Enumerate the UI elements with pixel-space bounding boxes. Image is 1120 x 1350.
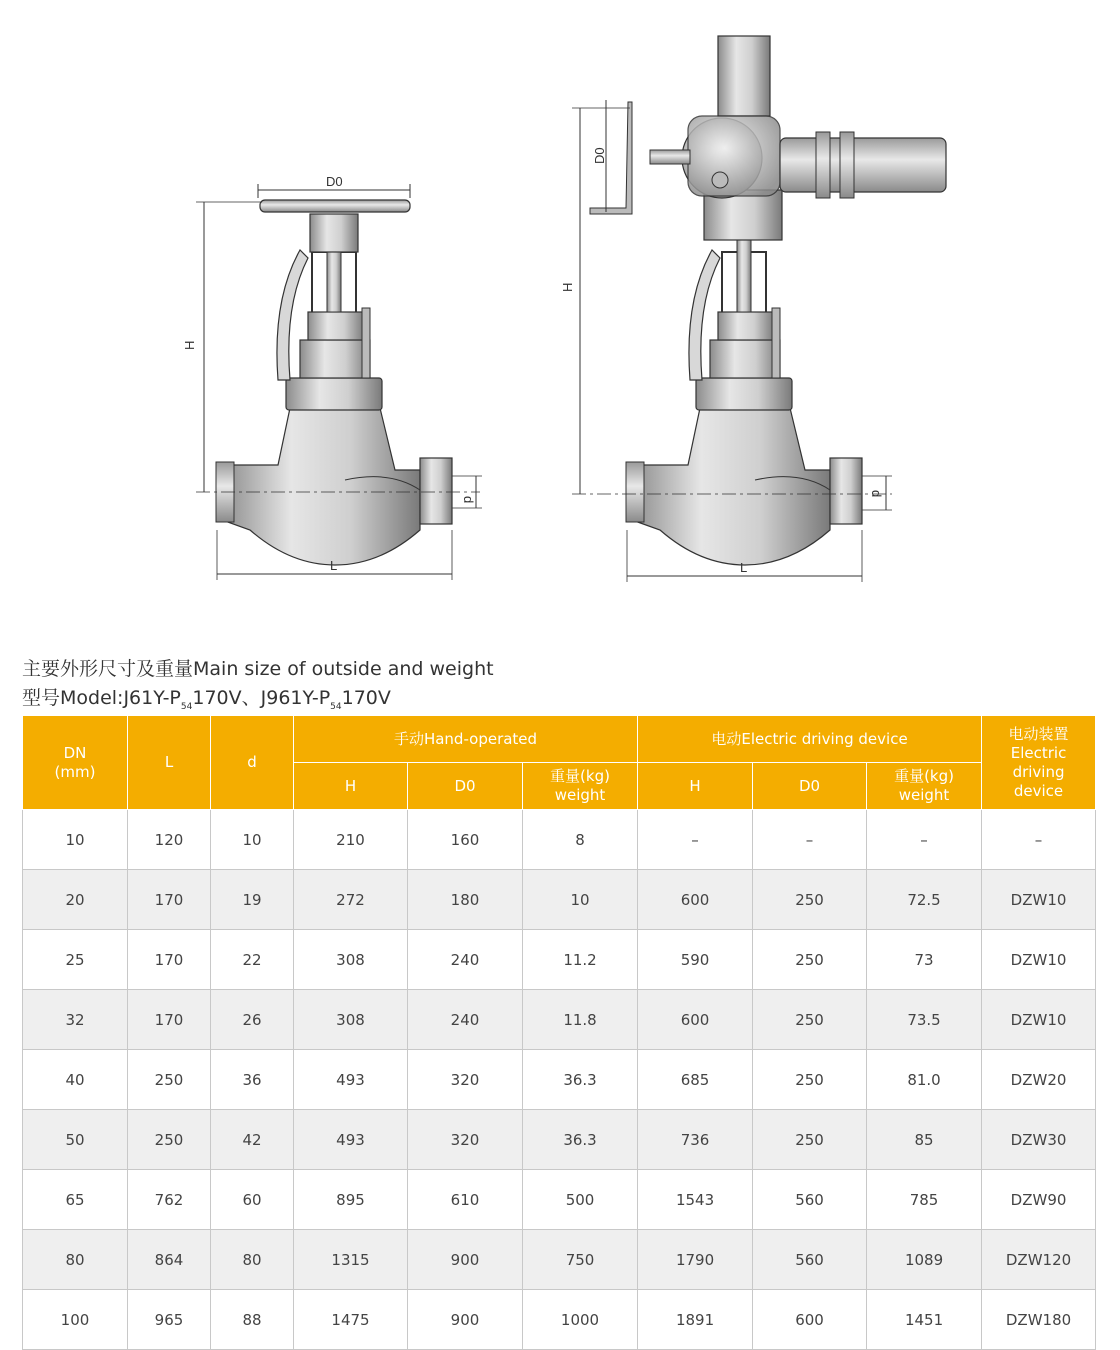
table-cell: – [638,810,753,870]
table-cell: 1315 [294,1230,408,1290]
table-cell: 170 [128,870,211,930]
table-cell: DZW20 [982,1050,1096,1110]
header-hand-operated: 手动Hand-operated [294,716,638,763]
table-row [23,810,1096,870]
hand-d-label: d [461,496,476,504]
table-row [23,990,1096,1050]
electric-do-label: D0 [592,147,607,164]
hand-do-label: D0 [326,174,343,189]
table-cell: 1891 [638,1290,753,1350]
table-cell: 500 [523,1170,638,1230]
table-cell: 308 [294,930,408,990]
table-row [23,1290,1096,1350]
table-cell: 493 [294,1050,408,1110]
electric-d-label: d [869,490,884,498]
table-cell: DZW10 [982,870,1096,930]
table-cell: 120 [128,810,211,870]
table-cell: 11.2 [523,930,638,990]
header-elec-do: D0 [753,763,867,810]
table-cell: 50 [23,1110,128,1170]
header-electric: 电动Electric driving device [638,716,982,763]
hand-l-label: L [330,558,338,573]
model-sub-1: 54 [180,702,193,712]
table-cell: 1089 [867,1230,982,1290]
table-cell: 11.8 [523,990,638,1050]
hand-h-label: H [182,340,197,350]
header-l: L [128,716,211,810]
table-cell: DZW30 [982,1110,1096,1170]
table-cell: 685 [638,1050,753,1110]
table-cell: 750 [523,1230,638,1290]
table-cell: 250 [753,1110,867,1170]
table-cell: – [982,810,1096,870]
table-cell: 160 [408,810,523,870]
table-cell: DZW10 [982,930,1096,990]
table-cell: DZW90 [982,1170,1096,1230]
table-cell: 1543 [638,1170,753,1230]
table-cell: 100 [23,1290,128,1350]
model-mid: 170V、J961Y-P [192,687,331,709]
table-cell: 170 [128,930,211,990]
table-cell: 250 [753,930,867,990]
table-cell: 762 [128,1170,211,1230]
table-cell: 1000 [523,1290,638,1350]
table-cell: 590 [638,930,753,990]
table-cell: 600 [638,990,753,1050]
table-cell: 320 [408,1050,523,1110]
table-row [23,1170,1096,1230]
table-cell: 81.0 [867,1050,982,1110]
table-cell: 240 [408,990,523,1050]
model-sub-2: 54 [330,702,342,712]
table-cell: 272 [294,870,408,930]
table-cell: 250 [753,990,867,1050]
header-elec-h: H [638,763,753,810]
electric-l-label: L [740,560,748,575]
table-cell: 22 [211,930,294,990]
caption-model [22,683,391,710]
size-weight-table [22,715,1096,1350]
caption-title: 主要外形尺寸及重量Main size of outside and weight [22,658,494,680]
table-cell: 36 [211,1050,294,1110]
table-cell: DZW10 [982,990,1096,1050]
table-row [23,1230,1096,1290]
electric-h-label: H [560,282,575,292]
table-cell: 10 [23,810,128,870]
table-cell: 560 [753,1230,867,1290]
table-cell: 250 [128,1050,211,1110]
table-cell: 72.5 [867,870,982,930]
table-cell: 965 [128,1290,211,1350]
table-cell: 32 [23,990,128,1050]
table-cell: 170 [128,990,211,1050]
table-cell: 900 [408,1290,523,1350]
table-cell: 785 [867,1170,982,1230]
table-row [23,870,1096,930]
table-cell: 736 [638,1110,753,1170]
model-suffix: 170V [341,687,391,709]
header-hand-weight: 重量(kg) weight [523,763,638,810]
header-hand-do: D0 [408,763,523,810]
table-cell: 864 [128,1230,211,1290]
table-cell: DZW180 [982,1290,1096,1350]
table-cell: 1451 [867,1290,982,1350]
header-d: d [211,716,294,810]
table-cell: DZW120 [982,1230,1096,1290]
table-cell: 895 [294,1170,408,1230]
table-cell: 20 [23,870,128,930]
table-cell: 250 [128,1110,211,1170]
table-cell: 19 [211,870,294,930]
table-cell: 73 [867,930,982,990]
table-cell: 180 [408,870,523,930]
table-cell: 80 [23,1230,128,1290]
table-cell: 25 [23,930,128,990]
valve-drawings [0,0,1120,610]
table-row [23,1110,1096,1170]
table-cell: – [867,810,982,870]
table-cell: 40 [23,1050,128,1110]
table-cell: 560 [753,1170,867,1230]
table-row [23,1050,1096,1110]
table-cell: 240 [408,930,523,990]
table-cell: 36.3 [523,1110,638,1170]
header-dn: DN (mm) [23,716,128,810]
table-cell: 26 [211,990,294,1050]
table-cell: 600 [638,870,753,930]
table-cell: 36.3 [523,1050,638,1110]
electric-valve-drawing [560,36,946,582]
table-row [23,930,1096,990]
table-cell: 1475 [294,1290,408,1350]
table-cell: 493 [294,1110,408,1170]
table-cell: 10 [523,870,638,930]
table-cell: 8 [523,810,638,870]
table-cell: 250 [753,1050,867,1110]
header-elec-weight: 重量(kg) weight [867,763,982,810]
table-cell: 80 [211,1230,294,1290]
table-cell: 65 [23,1170,128,1230]
table-cell: 73.5 [867,990,982,1050]
table-cell: 60 [211,1170,294,1230]
table-cell: 308 [294,990,408,1050]
header-hand-h: H [294,763,408,810]
table-cell: 85 [867,1110,982,1170]
table-cell: 42 [211,1110,294,1170]
table-cell: 610 [408,1170,523,1230]
table-cell: 210 [294,810,408,870]
table-cell: 10 [211,810,294,870]
table-cell: 900 [408,1230,523,1290]
hand-valve-drawing [182,174,482,580]
table-cell: 250 [753,870,867,930]
header-device: 电动装置 Electric driving device [982,716,1096,810]
table-cell: – [753,810,867,870]
table-cell: 88 [211,1290,294,1350]
table-cell: 600 [753,1290,867,1350]
table-cell: 320 [408,1110,523,1170]
model-prefix: 型号Model:J61Y-P [22,687,181,709]
table-cell: 1790 [638,1230,753,1290]
